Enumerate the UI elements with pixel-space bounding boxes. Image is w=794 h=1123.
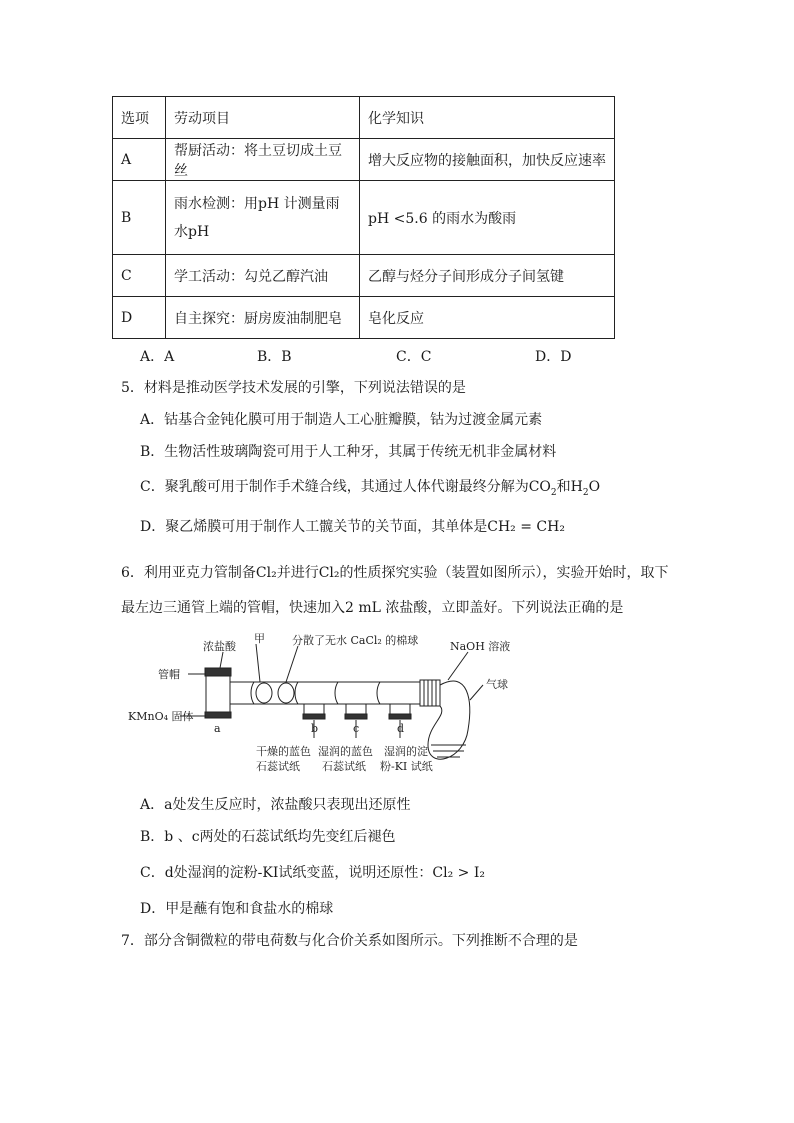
paper-c-line1: 湿润的蓝色 bbox=[318, 745, 373, 758]
table-header: 化学知识 bbox=[360, 97, 615, 139]
table-cell: 自主探究：厨房废油制肥皂 bbox=[166, 297, 360, 339]
q5-d-text: D．聚乙烯膜可用于制作人工髋关节的关节面，其单体是 bbox=[140, 519, 488, 535]
label-balloon: 气球 bbox=[486, 678, 508, 691]
label-cacl2: 分散了无水 CaCl₂ 的棉球 bbox=[292, 634, 419, 647]
q5-c-text: C．聚乳酸可用于制作手术缝合线，其通过人体代谢最终分解为 bbox=[140, 479, 529, 495]
option-d[interactable]: D．D bbox=[535, 349, 572, 365]
label-kmno4: KMnO₄ 固体 bbox=[128, 710, 194, 723]
table-header-row bbox=[113, 97, 615, 139]
point-b: b bbox=[311, 722, 319, 735]
q4-table bbox=[112, 96, 615, 339]
point-a: a bbox=[214, 722, 221, 735]
table-cell: D bbox=[113, 297, 166, 339]
cap-shape bbox=[205, 668, 231, 676]
table-cell: 帮厨活动：将土豆切成土豆丝 bbox=[166, 139, 360, 181]
option-c[interactable]: C．C bbox=[396, 349, 432, 365]
table-header: 选项 bbox=[113, 97, 166, 139]
paper-d-line1: 湿润的淀 bbox=[384, 745, 428, 758]
co2-formula: $CO_2$ bbox=[528, 479, 557, 498]
table-header: 劳动项目 bbox=[166, 97, 360, 139]
table-cell: C bbox=[113, 255, 166, 297]
q6-stem-line2: 最左边三通管上端的管帽，快速加入2 mL 浓盐酸，立即盖好。下列说法正确的是 bbox=[121, 600, 624, 616]
q5-option-a[interactable]: A．钴基合金钝化膜可用于制造人工心脏瓣膜，钴为过渡金属元素 bbox=[140, 412, 543, 428]
table-cell: A bbox=[113, 139, 166, 181]
table-row bbox=[113, 181, 615, 255]
q6-option-c[interactable]: C．d处湿润的淀粉-KI试纸变蓝，说明还原性：Cl₂ > I₂ bbox=[140, 865, 485, 881]
q5-stem: 5．材料是推动医学技术发展的引擎，下列说法错误的是 bbox=[121, 380, 466, 396]
paper-c-line2: 石蕊试纸 bbox=[322, 760, 366, 773]
h2o-formula: $H_2O$ bbox=[570, 479, 601, 498]
table-cell: pH <5.6 的雨水为酸雨 bbox=[360, 181, 615, 255]
q5-option-b[interactable]: B．生物活性玻璃陶瓷可用于人工种牙，其属于传统无机非金属材料 bbox=[140, 444, 557, 460]
label-naoh: NaOH 溶液 bbox=[450, 640, 511, 653]
table-cell: B bbox=[113, 181, 166, 255]
option-a[interactable]: A．A bbox=[140, 349, 175, 365]
paper-b-line1: 干燥的蓝色 bbox=[256, 745, 311, 758]
apparatus-diagram bbox=[128, 630, 568, 778]
table-cell: 学工活动：勾兑乙醇汽油 bbox=[166, 255, 360, 297]
table-cell: 增大反应物的接触面积，加快反应速率 bbox=[360, 139, 615, 181]
table-cell: 皂化反应 bbox=[360, 297, 615, 339]
ethylene-formula: CH₂ = CH₂ bbox=[487, 519, 565, 535]
q6-option-d[interactable]: D．甲是蘸有饱和食盐水的棉球 bbox=[140, 901, 334, 917]
q6-stem-line1: 6．利用亚克力管制备Cl₂并进行Cl₂的性质探究实验（装置如图所示），实验开始时，取下 bbox=[121, 565, 669, 581]
q4-options bbox=[0, 346, 794, 366]
option-b[interactable]: B．B bbox=[257, 349, 292, 365]
paper-b-line2: 石蕊试纸 bbox=[256, 760, 300, 773]
paper-d-line2: 粉-KI 试纸 bbox=[380, 760, 433, 773]
q5-option-c[interactable]: C．聚乳酸可用于制作手术缝合线，其通过人体代谢最终分解为$CO_2$和$H_2O$ bbox=[140, 479, 601, 498]
table-row bbox=[113, 139, 615, 181]
table-cell: 乙醇与烃分子间形成分子间氢键 bbox=[360, 255, 615, 297]
label-hcl: 浓盐酸 bbox=[203, 640, 236, 653]
point-c: c bbox=[353, 722, 360, 735]
label-jia: 甲 bbox=[254, 632, 265, 645]
q6-option-b[interactable]: B．b 、c两处的石蕊试纸均先变红后褪色 bbox=[140, 829, 396, 845]
table-row bbox=[113, 297, 615, 339]
label-cap: 管帽 bbox=[158, 668, 180, 681]
table-row bbox=[113, 255, 615, 297]
point-d: d bbox=[397, 722, 405, 735]
table-cell: 雨水检测：用pH 计测量雨水pH bbox=[166, 181, 360, 255]
q6-option-a[interactable]: A．a处发生反应时，浓盐酸只表现出还原性 bbox=[140, 797, 411, 813]
q5-option-d[interactable] bbox=[140, 516, 565, 536]
q7-stem: 7．部分含铜微粒的带电荷数与化合价关系如图所示。下列推断不合理的是 bbox=[121, 933, 578, 949]
